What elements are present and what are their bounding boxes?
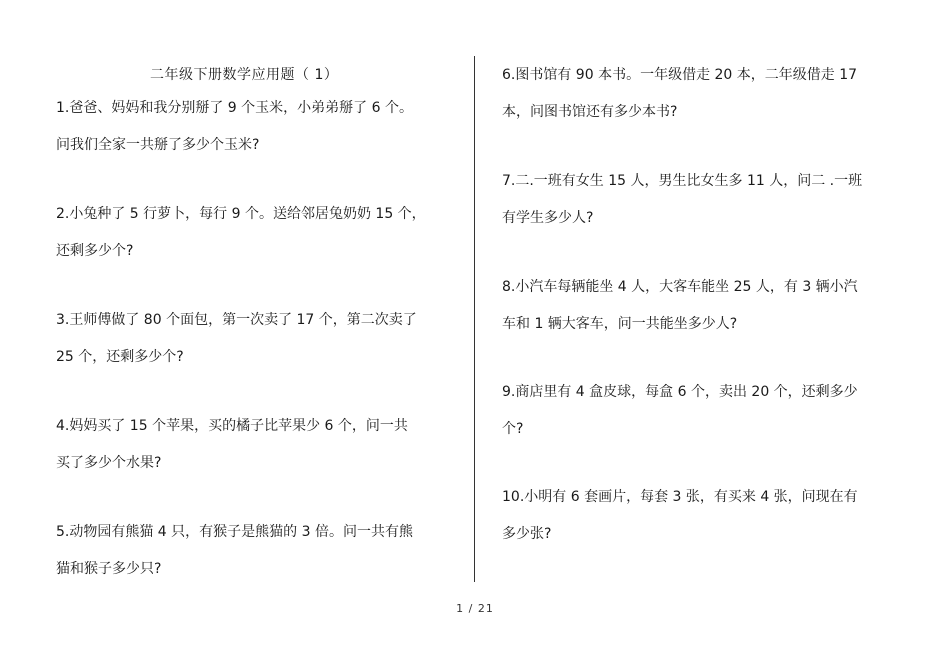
page-indicator: 1 / 21	[456, 602, 494, 615]
question-8	[502, 269, 902, 343]
column-divider	[474, 56, 475, 582]
question-7	[502, 163, 902, 237]
question-5-line-2: 猫和猴子多少只?	[56, 561, 162, 577]
question-1-line-1: 1.爸爸、妈妈和我分别掰了 9 个玉米，小弟弟掰了 6 个。	[56, 100, 413, 116]
question-4-line-1: 4.妈妈买了 15 个苹果，买的橘子比苹果少 6 个，问一共	[56, 418, 408, 434]
question-6-line-1: 6.图书馆有 90 本书。一年级借走 20 本，二年级借走 17	[502, 67, 858, 83]
question-2-line-2: 还剩多少个?	[56, 243, 134, 259]
question-2-line-1: 2.小兔种了 5 行萝卜，每行 9 个。送给邻居兔奶奶 15 个，	[56, 206, 426, 222]
question-10-line-1: 10.小明有 6 套画片，每套 3 张，有买来 4 张，问现在有	[502, 489, 858, 505]
question-4-line-2: 买了多少个水果?	[56, 455, 162, 471]
question-2	[56, 196, 451, 270]
question-6	[502, 57, 902, 131]
question-9-line-1: 9.商店里有 4 盒皮球，每盒 6 个，卖出 20 个，还剩多少	[502, 384, 858, 400]
question-5-line-1: 5.动物园有熊猫 4 只，有猴子是熊猫的 3 倍。问一共有熊	[56, 524, 413, 540]
question-10-line-2: 多少张?	[502, 526, 552, 542]
question-5	[56, 514, 451, 588]
question-3-line-1: 3.王师傅做了 80 个面包，第一次卖了 17 个，第二次卖了	[56, 312, 417, 328]
question-9-line-2: 个?	[502, 421, 524, 437]
question-1	[56, 90, 451, 164]
question-1-line-2: 问我们全家一共掰了多少个玉米?	[56, 137, 260, 153]
question-3	[56, 302, 451, 376]
question-4	[56, 408, 451, 482]
question-7-line-1: 7.二.一班有女生 15 人，男生比女生多 11 人，问二 .一班	[502, 173, 863, 189]
question-8-line-1: 8.小汽车每辆能坐 4 人，大客车能坐 25 人，有 3 辆小汽	[502, 279, 858, 295]
question-3-line-2: 25 个，还剩多少个?	[56, 349, 184, 365]
question-10	[502, 479, 902, 553]
question-8-line-2: 车和 1 辆大客车，问一共能坐多少人?	[502, 316, 738, 332]
question-6-line-2: 本，问图书馆还有多少本书?	[502, 104, 678, 120]
question-7-line-2: 有学生多少人?	[502, 210, 594, 226]
page-title: 二年级下册数学应用题（ 1）	[150, 67, 339, 83]
question-9	[502, 374, 902, 448]
